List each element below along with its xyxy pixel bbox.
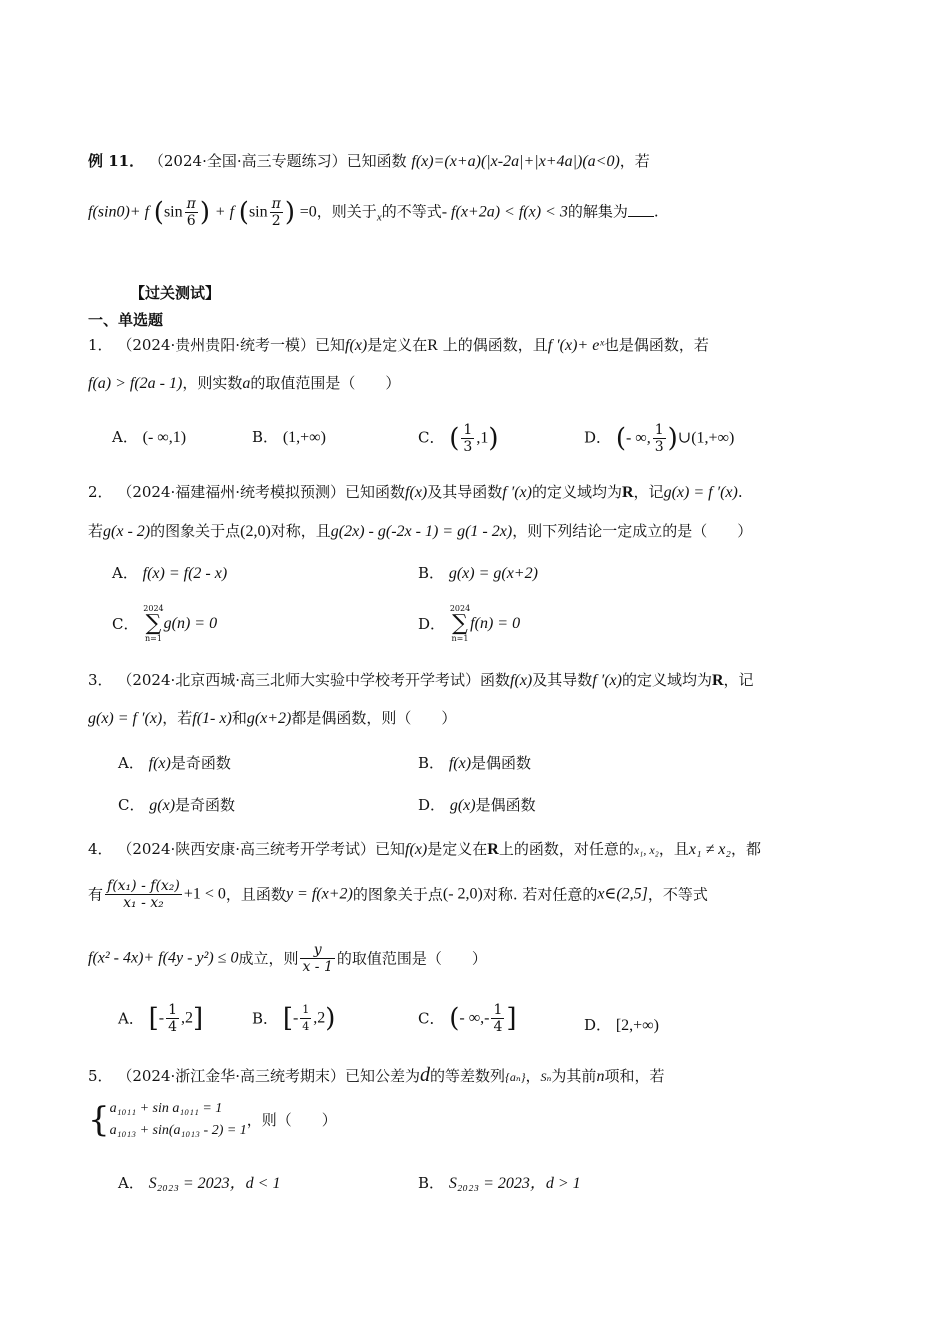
q4-num: 4． (88, 840, 113, 858)
q1-text3: 上的偶函数，且 (437, 336, 548, 354)
q1-option-c[interactable]: C． ( $\frac{1}{3}$ ,1) (418, 422, 499, 455)
q5-system-eq1: a₁₀₁₁ + sin a₁₀₁₁ = 1 (109, 1101, 223, 1116)
q4-option-d[interactable]: D． [2,+∞) (584, 1016, 659, 1034)
q5-system-eq2: a₁₀₁₃ + sin(a₁₀₁₃ - 2) = 1 (109, 1123, 247, 1138)
q1-fx: f(x) (345, 337, 368, 354)
q2-fx: f(x) (405, 484, 428, 501)
q5-line1: 5． （2024·浙江金华·高三统考期末）已知公差为d的等差数列{aₙ}，Sₙ为其前n项和，若 (88, 1064, 665, 1086)
q4-line1: 4． （2024·陕西安康·高三统考开学考试）已知f(x)是定义在R上的函数，对任意的x₁, x₂，且x₁ ≠ x₂，都 (88, 840, 761, 858)
q3-option-b[interactable]: B． f(x)是偶函数 (418, 754, 532, 772)
sin-label: sin (163, 203, 183, 221)
q1-a: a (242, 375, 251, 392)
q3-line1: 3． （2024·北京西城·高三北师大实验中学校考开学考试）函数f(x)及其导数f ′(x)的定义域均为R，记 (88, 671, 754, 689)
answer-blank (628, 202, 654, 217)
q4-option-b[interactable]: B． [- $\frac{1}{4}$ ,2) (252, 1003, 336, 1034)
q2-fpx: f ′(x) (502, 484, 532, 501)
q4-line3: f(x² - 4x)+ f(4y - y²) ≤ 0成立，则 $\frac{y}{x - 1}$ 的取值范围是（ ） (88, 942, 487, 975)
cond-f-plus: + f (214, 203, 235, 221)
q1-line2 (88, 372, 890, 395)
q2-R: R (621, 484, 634, 501)
q1-option-b[interactable]: B． (1,+∞) (252, 428, 326, 446)
q3-option-d[interactable]: D． g(x)是偶函数 (418, 796, 536, 814)
example-11-line1 (88, 150, 890, 173)
q5-line2: { a₁₀₁₁ + sin a₁₀₁₁ = 1 a₁₀₁₃ + sin(a₁₀₁₃ - 2) = 1 ，则（ ） (88, 1100, 337, 1140)
q5-option-a[interactable]: A． S₂₀₂₃ = 2023，d < 1 (118, 1174, 281, 1192)
q2-option-c[interactable]: C． 2024 ∑ n=1 g(n) = 0 (112, 604, 218, 643)
section-part: 一、单选题 (88, 311, 164, 329)
q5-source: （2024·浙江金华·高三统考期末）已知公差为 (117, 1067, 421, 1085)
q1-cond: f(a) > f(2a - 1) (88, 375, 183, 392)
example-11-line2: f(sin0)+ f (sin $\frac{\pi}{6}$ ) + f (sin $\frac{\pi}{2}$ ) =0，则关于$_x$的不等式- f(x+2a) < f(x) < 3的解集为 . (88, 196, 659, 229)
q1-text2: 是定义在 (367, 336, 428, 354)
q2-text4: ，记 (633, 483, 664, 501)
q4-line2: 有 $\frac{\text{f(x₁) - f(x₂)}}{\text{x₁ - x₂}}$ +1 < 0，且函数y = f(x+2)的图象关于点(- 2,0)对称. 若对任意的x∈(2,5]，不等式 (88, 878, 708, 911)
q3-option-a[interactable]: A． f(x)是奇函数 (118, 754, 231, 772)
q3-line2: g(x) = f ′(x)，若f(1- x)和g(x+2)都是偶函数，则（ ） (88, 709, 457, 727)
q1-fpe: f ′(x)+ eˣ (547, 337, 604, 354)
q1-R: R (427, 337, 438, 354)
q2-gx2: g(x - 2) (103, 523, 151, 540)
q2-option-b[interactable]: B． g(x) = g(x+2) (418, 564, 538, 582)
q2-text3: 的定义域均为 (531, 483, 622, 501)
q2-option-a[interactable]: A． f(x) = f(2 - x) (112, 564, 228, 582)
q2-line2: 若g(x - 2)的图象关于点(2,0)对称，且g(2x) - g(-2x - 1) = g(1 - 2x)，则下列结论一定成立的是（ ） (88, 522, 753, 540)
q2-option-d[interactable]: D． 2024 ∑ n=1 f(n) = 0 (418, 604, 521, 643)
q4-source: （2024·陕西安康·高三统考开学考试）已知 (117, 840, 406, 858)
q4-option-a[interactable]: A． [- $\frac{1}{4}$ ,2] (118, 1002, 204, 1035)
q4-option-c[interactable]: C． (- ∞,- $\frac{1}{4}$ ] (418, 1002, 517, 1035)
q1-option-d[interactable]: D． (- ∞, $\frac{1}{3}$ )∪(1,+∞) (584, 422, 735, 455)
example-formula: f(x)=(x+a)(|x-2a|+|x+4a|)(a<0) (411, 153, 620, 170)
q1-option-a[interactable]: A． (- ∞,1) (112, 428, 187, 446)
example-ineq: - f(x+2a) < f(x) < 3 (441, 203, 568, 221)
q2-eq: g(2x) - g(-2x - 1) = g(1 - 2x) (330, 523, 513, 540)
example-label: 例 11． (88, 152, 145, 170)
section-title: 【过关测试】 (130, 284, 221, 302)
frac-pi-2: $\frac{\pi}{2}$ (271, 196, 281, 229)
cond-mid: ，则关于 (316, 202, 377, 221)
example-source: （2024·全国·高三专题练习）已知函数 (148, 152, 407, 170)
q2-num: 2． (88, 483, 113, 501)
q1-text4: 也是偶函数，若 (603, 336, 709, 354)
cond-mid2: 的不等式 (381, 202, 442, 221)
q3-option-c[interactable]: C． g(x)是奇函数 (118, 796, 236, 814)
example-end: 的解集为 (567, 202, 628, 221)
sin-label-2: sin (248, 203, 268, 221)
q1-text5: ，则实数 (182, 374, 243, 392)
q2-source: （2024·福建福州·统考模拟预测）已知函数 (117, 483, 406, 501)
q1-text6: 的取值范围是（ ） (250, 374, 401, 392)
q3-source: （2024·北京西城·高三北师大实验中学校考开学考试）函数 (117, 671, 511, 689)
q1-source: （2024·贵州贵阳·统考一模）已知 (117, 336, 346, 354)
q3-num: 3． (88, 671, 113, 689)
q5-option-b[interactable]: B． S₂₀₂₃ = 2023，d > 1 (418, 1174, 581, 1192)
q2-text2: 及其导函数 (427, 483, 503, 501)
q2-point: (2,0) (240, 523, 271, 540)
q1-num: 1． (88, 336, 113, 354)
frac-pi-6: $\frac{\pi}{6}$ (186, 196, 196, 229)
q2-gdef: g(x) = f ′(x) (663, 484, 738, 501)
example-period: . (653, 202, 659, 221)
example-suffix: ，若 (619, 152, 650, 170)
var-x: x (376, 211, 382, 224)
cond-eq0: =0 (299, 203, 317, 221)
cond-f-sin0: f(sin0)+ f (88, 203, 150, 221)
q2-line1: 2． （2024·福建福州·统考模拟预测）已知函数f(x)及其导函数f ′(x)的定义域均为R，记g(x) = f ′(x). (88, 483, 743, 501)
q5-num: 5． (88, 1067, 113, 1085)
q1-line1 (88, 334, 890, 357)
